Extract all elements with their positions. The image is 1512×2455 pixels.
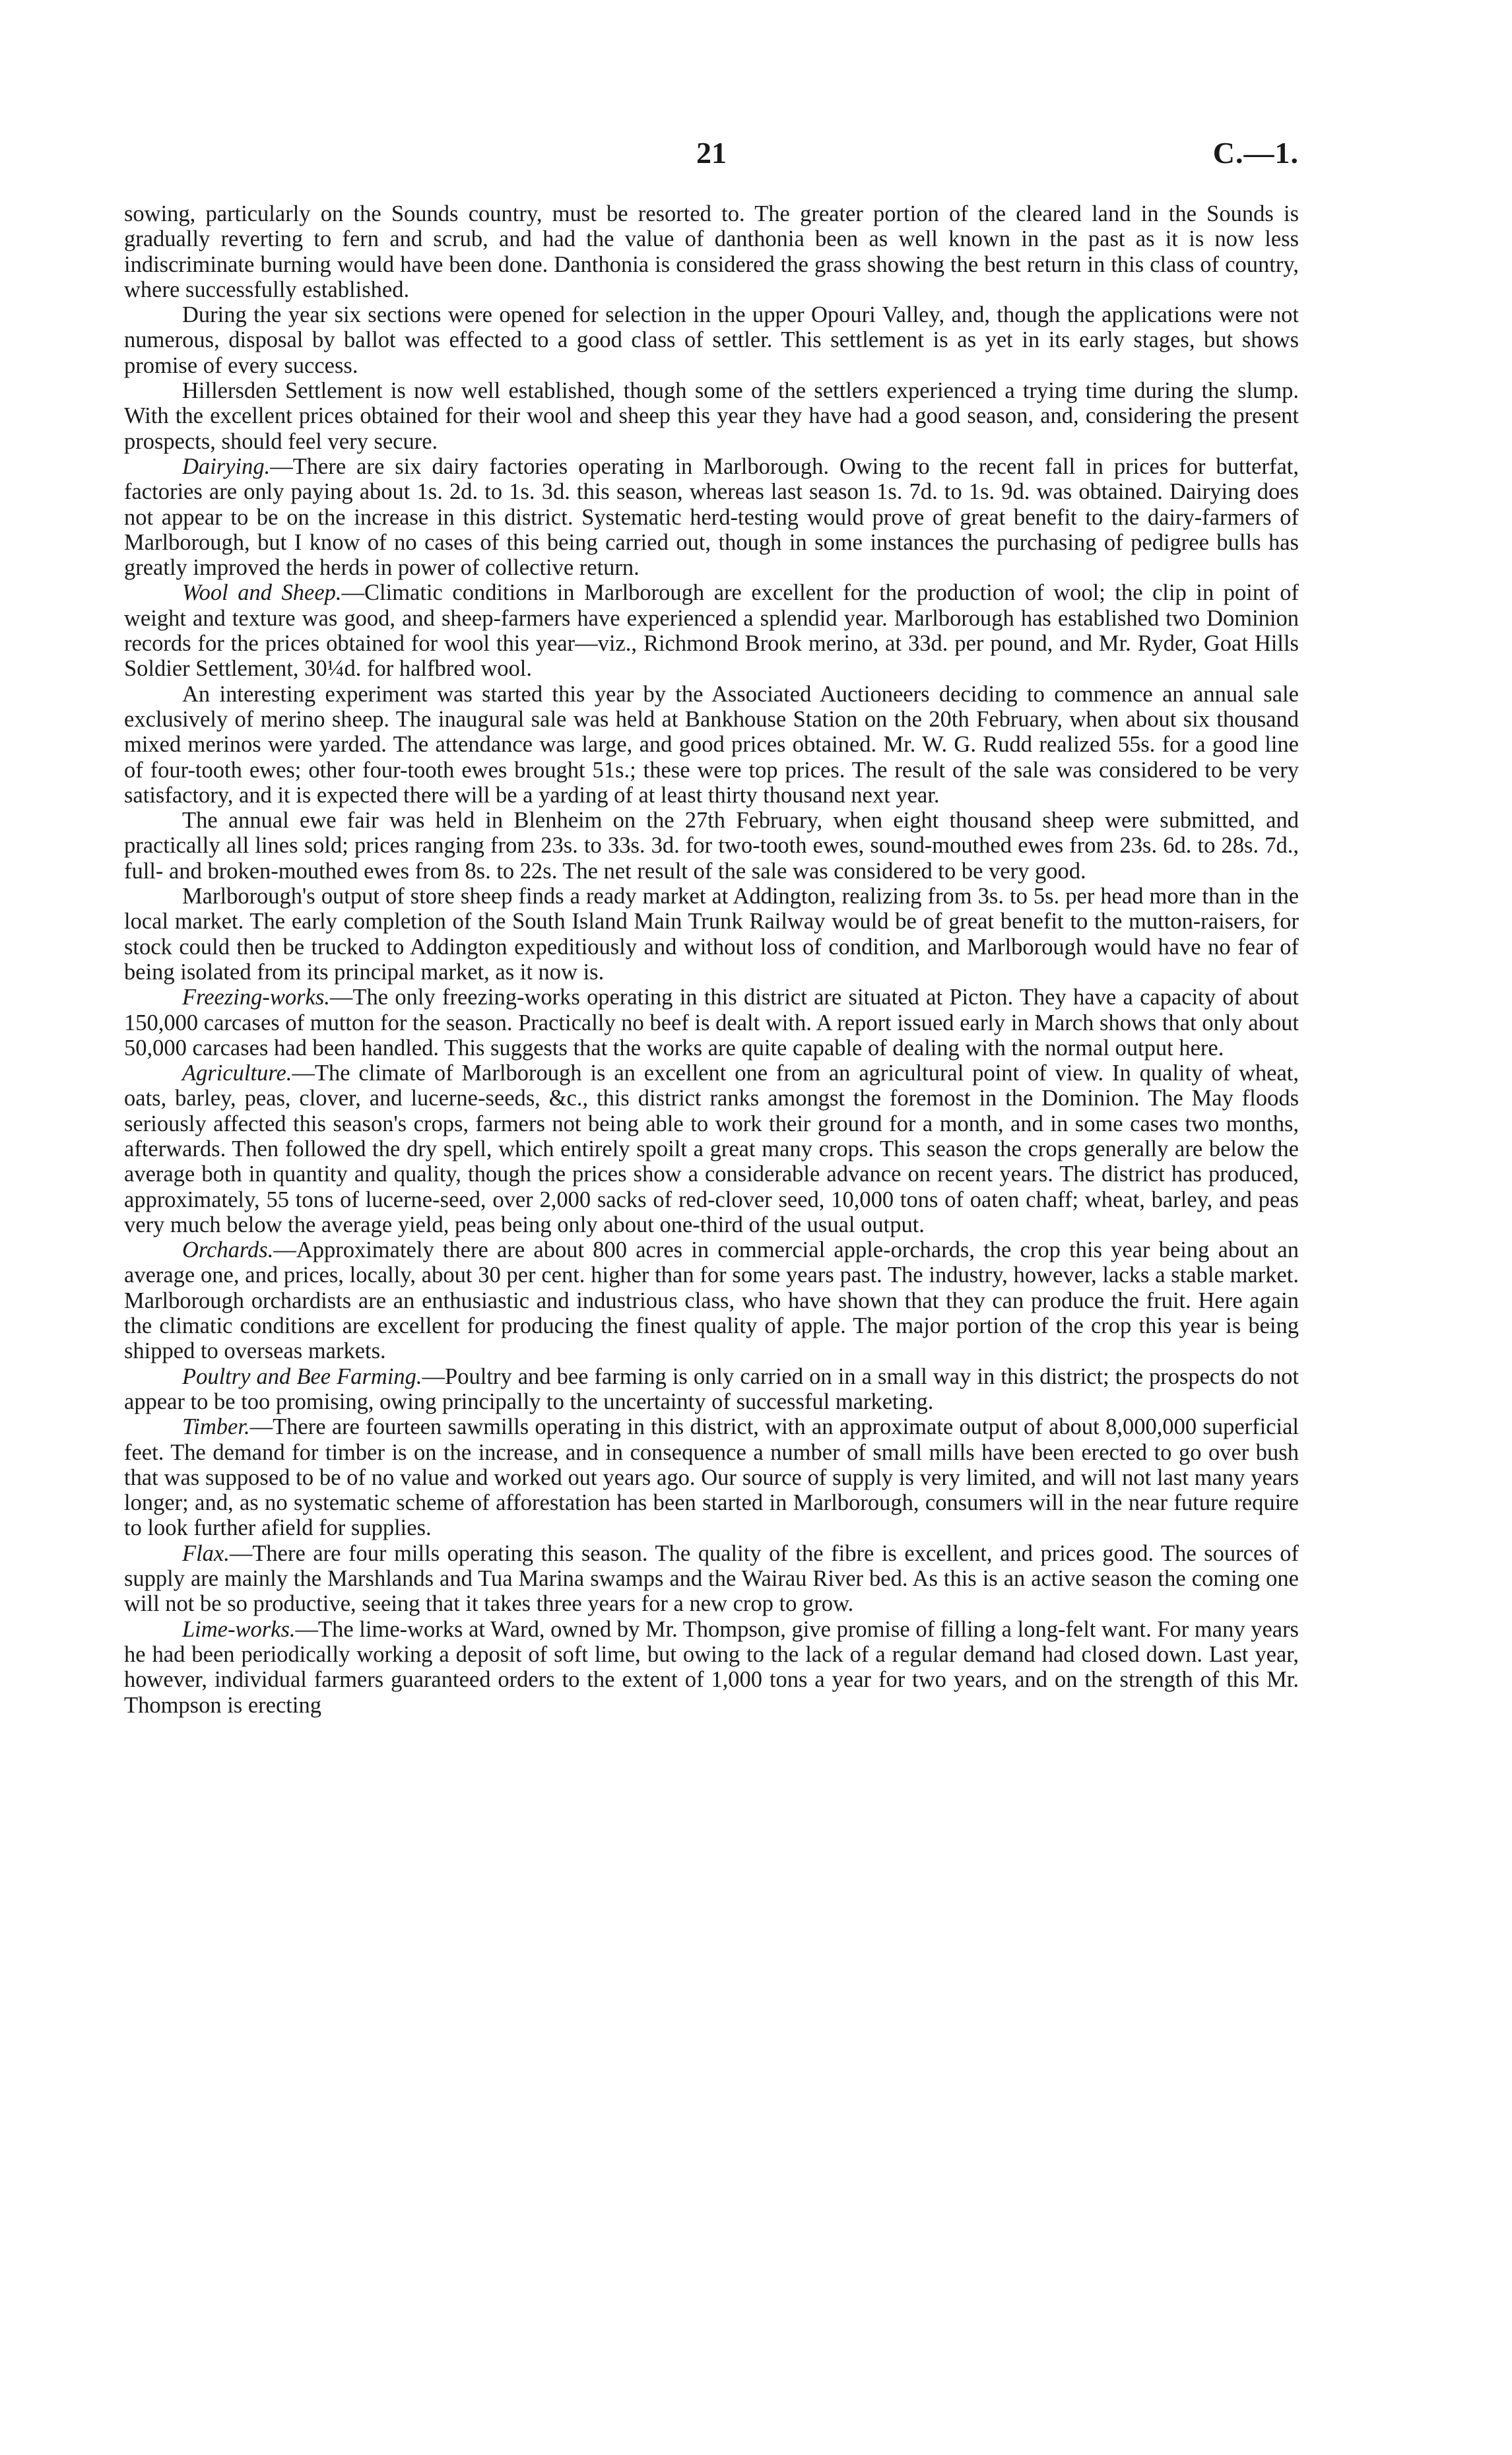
section-heading: Agriculture. xyxy=(182,1061,292,1086)
page-body xyxy=(124,201,1299,1718)
paragraph-wool-sheep xyxy=(124,580,1299,681)
section-heading: Lime-works. xyxy=(182,1616,296,1642)
paragraph-text: —Approximately there are about 800 acres in commercial apple-orchards, the crop this year being about an average one, and prices, locally, about 30 per cent. higher than for some years past. The industry, however, lacks a stable market. Marlborough orchardists are an enthusiastic and industrious class, who have shown that they can produce the fruit. Here again the climatic conditions are excellent for producing the finest quality of apple. The major portion of the crop this year is being shipped to overseas markets. xyxy=(124,1237,1299,1364)
paragraph-sounds-grass xyxy=(124,201,1299,302)
paragraph-text: —The lime-works at Ward, owned by Mr. Thompson, give promise of filling a long-felt want. For many years he had been periodically working a deposit of soft lime, but owing to the lack of a regular demand had closed down. Last year, however, individual farmers guaranteed orders to the extent of 1,000 tons a year for two years, and on the strength of this Mr. Thompson is erecting xyxy=(124,1616,1299,1718)
paragraph-flax xyxy=(124,1541,1299,1617)
paragraph-text: The annual ewe fair was held in Blenheim on the 27th February, when eight thousand sheep were submitted, and practically all lines sold; prices ranging from 23s. to 33s. 3d. for two-tooth ewes, sound-mouthed ewes from 23s. 6d. to 28s. 7d., full- and broken-mouthed ewes from 8s. to 22s. The net result of the sale was considered to be very good. xyxy=(124,808,1299,884)
paragraph-text: An interesting experiment was started this year by the Associated Auctioneers deciding to commence an annual sale exclusively of merino sheep. The inaugural sale was held at Bankhouse Station on the 20th February, when about six thousand mixed merinos were yarded. The attendance was large, and good prices obtained. Mr. W. G. Rudd realized 55s. for a good line of four-tooth ewes; other four-tooth ewes brought 51s.; these were top prices. The result of the sale was considered to be very satisfactory, and it is expected there will be a yarding of at least thirty thousand next year. xyxy=(124,681,1299,808)
paragraph-timber xyxy=(124,1414,1299,1540)
paragraph-text: Hillersden Settlement is now well established, though some of the settlers experienced a trying time during the slump. With the excellent prices obtained for their wool and sheep this year they have had a good season, and, considering the present prospects, should feel very secure. xyxy=(124,378,1299,454)
paragraph-text: Marlborough's output of store sheep finds a ready market at Addington, realizing from 3s. to 5s. per head more than in the local market. The early completion of the South Island Main Trunk Railway would be of great benefit to the mutton-raisers, for stock could then be trucked to Addington expeditiously and without loss of condition, and Marlborough would have no fear of being isolated from its principal market, as it now is. xyxy=(124,884,1299,985)
paragraph-agriculture xyxy=(124,1061,1299,1237)
page-header xyxy=(124,135,1299,188)
paragraph-merino-sale xyxy=(124,682,1299,808)
section-heading: Orchards. xyxy=(182,1237,274,1263)
paragraph-orchards xyxy=(124,1237,1299,1363)
section-heading: Poultry and Bee Farming. xyxy=(182,1363,422,1389)
paragraph-store-sheep xyxy=(124,884,1299,985)
paragraph-text: —Poultry and bee farming is only carried on in a small way in this district; the prospects do not appear to be too promising, owing principally to the uncertainty of successful marketing. xyxy=(124,1363,1299,1414)
paragraph-lime-works xyxy=(124,1617,1299,1718)
page-number: 21 xyxy=(696,136,727,170)
section-heading: Flax. xyxy=(182,1540,230,1566)
section-heading: Timber. xyxy=(182,1414,250,1440)
paragraph-text: —There are fourteen sawmills operating in this district, with an approximate output of about 8,000,000 superficial feet. The demand for timber is on the increase, and in consequence a number of small mills have been erected to go over bush that was supposed to be of no value and worked out years ago. Our source of supply is very limited, and will not last many years longer; and, as no systematic scheme of afforestation has been started in Marlborough, consumers will in the near future require to look further afield for supplies. xyxy=(124,1414,1299,1541)
paragraph-text: sowing, particularly on the Sounds country, must be resorted to. The greater portion of the cleared land in the Sounds is gradually reverting to fern and scrub, and had the value of danthonia been as well known in the past as it is now less indiscriminate burning would have been done. Danthonia is considered the grass showing the best return in this class of country, where successfully established. xyxy=(124,201,1299,302)
document-reference: C.—1. xyxy=(1212,136,1299,170)
paragraph-text: —Climatic conditions in Marlborough are excellent for the production of wool; the clip in point of weight and texture was good, and sheep-farmers have experienced a splendid year. Marlborough has established two Dominion records for the prices obtained for wool this year—viz., Richmond Brook merino, at 33d. per pound, and Mr. Ryder, Goat Hills Soldier Settlement, 30¼d. for halfbred wool. xyxy=(124,580,1299,682)
paragraph-text: —There are six dairy factories operating in Marlborough. Owing to the recent fall in prices for butterfat, factories are only paying about 1s. 2d. to 1s. 3d. this season, whereas last season 1s. 7d. to 1s. 9d. was obtained. Dairying does not appear to be on the increase in this district. Systematic herd-testing would prove of great benefit to the dairy-farmers of Marlborough, but I know of no cases of this being carried out, though in some instances the purchasing of pedigree bulls has greatly improved the herds in power of collective return. xyxy=(124,453,1299,581)
section-heading: Wool and Sheep. xyxy=(182,580,342,606)
paragraph-freezing-works xyxy=(124,985,1299,1061)
paragraph-poultry-bee xyxy=(124,1364,1299,1415)
section-heading: Dairying. xyxy=(182,453,271,479)
paragraph-text: —The climate of Marlborough is an excellent one from an agricultural point of view. In quality of wheat, oats, barley, peas, clover, and lucerne-seeds, &c., this district ranks amongst the foremost in the Dominion. The May floods seriously affected this season's crops, farmers not being able to work their ground for a month, and in some cases two months, afterwards. Then followed the dry spell, which entirely spoilt a great many crops. This season the crops generally are below the average both in quantity and quality, though the prices show a considerable advance on recent years. The district has produced, approximately, 55 tons of lucerne-seed, over 2,000 sacks of red-clover seed, 10,000 tons of oaten chaff; wheat, barley, and peas very much below the average yield, peas being only about one-third of the usual output. xyxy=(124,1061,1299,1237)
paragraph-text: —The only freezing-works operating in this district are situated at Picton. They have a capacity of about 150,000 carcases of mutton for the season. Practically no beef is dealt with. A report issued early in March shows that only about 50,000 carcases had been handled. This suggests that the works are quite capable of dealing with the normal output here. xyxy=(124,985,1299,1061)
paragraph-ewe-fair xyxy=(124,808,1299,884)
paragraph-hillersden xyxy=(124,378,1299,454)
paragraph-dairying xyxy=(124,454,1299,580)
paragraph-text: —There are four mills operating this season. The quality of the fibre is excellent, and prices good. The sources of supply are mainly the Marshlands and Tua Marina swamps and the Wairau River bed. As this is an active season the coming one will not be so productive, seeing that it takes three years for a new crop to grow. xyxy=(124,1540,1299,1617)
section-heading: Freezing-works. xyxy=(182,985,330,1010)
paragraph-opouri-valley xyxy=(124,302,1299,378)
paragraph-text: During the year six sections were opened for selection in the upper Opouri Valley, and, though the applications were not numerous, disposal by ballot was effected to a good class of settler. This settlement is as yet in its early stages, but shows promise of every success. xyxy=(124,302,1299,378)
